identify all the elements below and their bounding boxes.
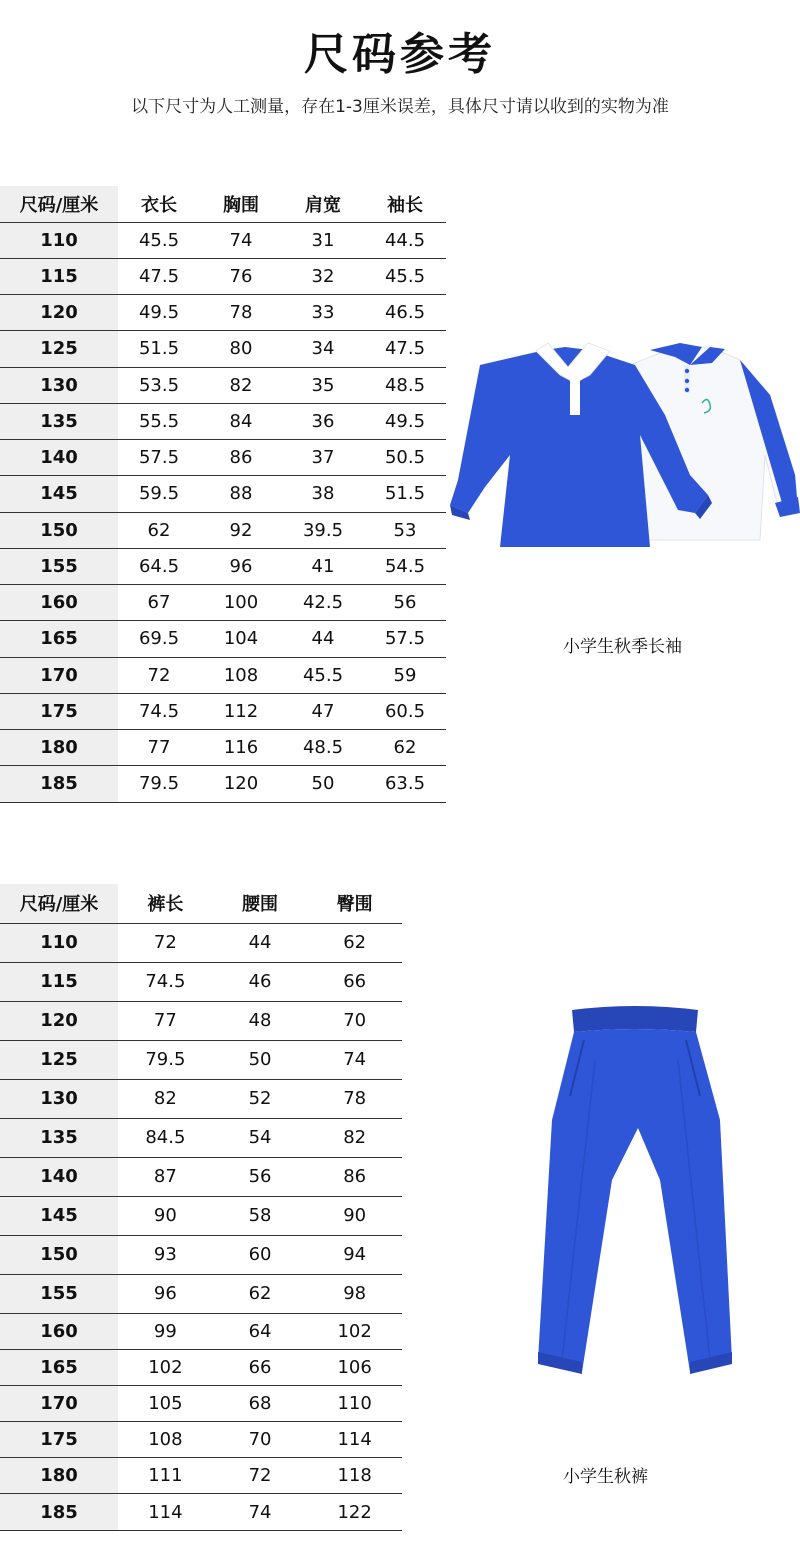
- measure-cell: 54: [213, 1118, 308, 1157]
- table-header-cell: 裤长: [118, 884, 213, 923]
- table-header-cell: 肩宽: [282, 186, 364, 222]
- measure-cell: 108: [200, 657, 282, 693]
- measure-cell: 50: [213, 1040, 308, 1079]
- measure-cell: 48.5: [364, 367, 446, 403]
- table-header-cell: 衣长: [118, 186, 200, 222]
- table-row: [0, 1458, 402, 1494]
- size-cell: 180: [0, 1458, 118, 1494]
- measure-cell: 74: [200, 222, 282, 258]
- measure-cell: 34: [282, 331, 364, 367]
- measure-cell: 49.5: [118, 295, 200, 331]
- measure-cell: 52: [213, 1079, 308, 1118]
- table-header-cell: 袖长: [364, 186, 446, 222]
- measure-cell: 53.5: [118, 367, 200, 403]
- measure-cell: 80: [200, 331, 282, 367]
- measure-cell: 53: [364, 512, 446, 548]
- measure-cell: 44: [282, 621, 364, 657]
- table-row: [0, 222, 446, 258]
- measure-cell: 64: [213, 1313, 308, 1349]
- long-sleeve-shirt-image: [440, 335, 800, 550]
- size-cell: 110: [0, 222, 118, 258]
- size-cell: 160: [0, 1313, 118, 1349]
- table-row: [0, 657, 446, 693]
- measure-cell: 54.5: [364, 548, 446, 584]
- size-cell: 165: [0, 621, 118, 657]
- table-row: [0, 1349, 402, 1385]
- size-cell: 165: [0, 1349, 118, 1385]
- measure-cell: 47.5: [364, 331, 446, 367]
- size-cell: 120: [0, 1001, 118, 1040]
- measure-cell: 63.5: [364, 766, 446, 802]
- measure-cell: 56: [213, 1157, 308, 1196]
- pants-shape: [538, 1006, 732, 1374]
- measure-cell: 50.5: [364, 440, 446, 476]
- measure-cell: 70: [307, 1001, 402, 1040]
- measure-cell: 99: [118, 1313, 213, 1349]
- measure-cell: 37: [282, 440, 364, 476]
- measure-cell: 94: [307, 1235, 402, 1274]
- measure-cell: 62: [213, 1274, 308, 1313]
- measure-cell: 116: [200, 730, 282, 766]
- measure-cell: 82: [118, 1079, 213, 1118]
- measure-cell: 66: [213, 1349, 308, 1385]
- table-header-row: [0, 884, 402, 923]
- table-row: [0, 1079, 402, 1118]
- table-row: [0, 1118, 402, 1157]
- measure-cell: 60: [213, 1235, 308, 1274]
- size-cell: 180: [0, 730, 118, 766]
- measure-cell: 82: [200, 367, 282, 403]
- measure-cell: 108: [118, 1422, 213, 1458]
- measure-cell: 35: [282, 367, 364, 403]
- measure-cell: 42.5: [282, 585, 364, 621]
- measure-cell: 57.5: [118, 440, 200, 476]
- bottom-size-table: [0, 884, 402, 1531]
- table-row: [0, 476, 446, 512]
- size-cell: 145: [0, 476, 118, 512]
- measure-cell: 72: [118, 923, 213, 962]
- table-header-cell: 尺码/厘米: [0, 884, 118, 923]
- table-row: [0, 766, 446, 802]
- measure-cell: 59.5: [118, 476, 200, 512]
- table-row: [0, 1385, 402, 1421]
- measure-cell: 100: [200, 585, 282, 621]
- table-row: [0, 548, 446, 584]
- table-row: [0, 367, 446, 403]
- table-row: [0, 585, 446, 621]
- measure-cell: 55.5: [118, 403, 200, 439]
- size-cell: 150: [0, 1235, 118, 1274]
- measure-cell: 68: [213, 1385, 308, 1421]
- measure-cell: 118: [307, 1458, 402, 1494]
- measure-cell: 45.5: [364, 258, 446, 294]
- measure-cell: 112: [200, 693, 282, 729]
- measure-cell: 78: [307, 1079, 402, 1118]
- size-cell: 175: [0, 693, 118, 729]
- measure-cell: 92: [200, 512, 282, 548]
- measure-cell: 87: [118, 1157, 213, 1196]
- measure-cell: 84: [200, 403, 282, 439]
- measure-cell: 47.5: [118, 258, 200, 294]
- measure-cell: 90: [307, 1196, 402, 1235]
- table-header-cell: 臀围: [307, 884, 402, 923]
- table-row: [0, 440, 446, 476]
- table-row: [0, 1196, 402, 1235]
- table-row: [0, 923, 402, 962]
- table-header-cell: 腰围: [213, 884, 308, 923]
- measure-cell: 38: [282, 476, 364, 512]
- measure-cell: 74: [307, 1040, 402, 1079]
- measure-cell: 110: [307, 1385, 402, 1421]
- measure-cell: 45.5: [282, 657, 364, 693]
- size-cell: 185: [0, 1494, 118, 1530]
- size-cell: 125: [0, 331, 118, 367]
- table-row: [0, 1313, 402, 1349]
- size-cell: 130: [0, 1079, 118, 1118]
- measure-cell: 48: [213, 1001, 308, 1040]
- size-cell: 185: [0, 766, 118, 802]
- measure-cell: 45.5: [118, 222, 200, 258]
- measure-cell: 102: [118, 1349, 213, 1385]
- size-cell: 155: [0, 548, 118, 584]
- shirt-caption: 小学生秋季长袖: [563, 637, 682, 657]
- measure-cell: 50: [282, 766, 364, 802]
- measure-cell: 88: [200, 476, 282, 512]
- measure-cell: 32: [282, 258, 364, 294]
- measure-cell: 64.5: [118, 548, 200, 584]
- measure-cell: 96: [200, 548, 282, 584]
- measure-cell: 59: [364, 657, 446, 693]
- size-cell: 135: [0, 403, 118, 439]
- measure-cell: 111: [118, 1458, 213, 1494]
- table-row: [0, 962, 402, 1001]
- size-cell: 155: [0, 1274, 118, 1313]
- table-row: [0, 1157, 402, 1196]
- measure-cell: 74: [213, 1494, 308, 1530]
- measure-cell: 78: [200, 295, 282, 331]
- measure-cell: 105: [118, 1385, 213, 1421]
- measure-cell: 49.5: [364, 403, 446, 439]
- measure-cell: 48.5: [282, 730, 364, 766]
- table-row: [0, 1040, 402, 1079]
- table-row: [0, 621, 446, 657]
- size-cell: 115: [0, 962, 118, 1001]
- table-row: [0, 693, 446, 729]
- measure-cell: 74.5: [118, 693, 200, 729]
- measure-cell: 79.5: [118, 766, 200, 802]
- measure-cell: 120: [200, 766, 282, 802]
- measure-cell: 51.5: [364, 476, 446, 512]
- measure-cell: 82: [307, 1118, 402, 1157]
- measure-cell: 58: [213, 1196, 308, 1235]
- measure-cell: 86: [200, 440, 282, 476]
- table-row: [0, 730, 446, 766]
- size-cell: 160: [0, 585, 118, 621]
- measure-cell: 47: [282, 693, 364, 729]
- measure-cell: 84.5: [118, 1118, 213, 1157]
- size-cell: 120: [0, 295, 118, 331]
- page-subtitle: 以下尺寸为人工测量，存在1-3厘米误差，具体尺寸请以收到的实物为准: [131, 97, 669, 117]
- measure-cell: 76: [200, 258, 282, 294]
- measure-cell: 79.5: [118, 1040, 213, 1079]
- pants-caption: 小学生秋裤: [563, 1467, 648, 1487]
- size-cell: 150: [0, 512, 118, 548]
- measure-cell: 31: [282, 222, 364, 258]
- table-row: [0, 1494, 402, 1530]
- measure-cell: 72: [118, 657, 200, 693]
- table-row: [0, 1422, 402, 1458]
- measure-cell: 106: [307, 1349, 402, 1385]
- table-row: [0, 1001, 402, 1040]
- measure-cell: 90: [118, 1196, 213, 1235]
- measure-cell: 44.5: [364, 222, 446, 258]
- measure-cell: 67: [118, 585, 200, 621]
- measure-cell: 70: [213, 1422, 308, 1458]
- measure-cell: 69.5: [118, 621, 200, 657]
- page-title: 尺码参考: [304, 29, 496, 80]
- measure-cell: 102: [307, 1313, 402, 1349]
- measure-cell: 86: [307, 1157, 402, 1196]
- measure-cell: 122: [307, 1494, 402, 1530]
- table-row: [0, 1235, 402, 1274]
- measure-cell: 62: [118, 512, 200, 548]
- measure-cell: 74.5: [118, 962, 213, 1001]
- measure-cell: 114: [118, 1494, 213, 1530]
- size-cell: 125: [0, 1040, 118, 1079]
- table-header-cell: 胸围: [200, 186, 282, 222]
- measure-cell: 93: [118, 1235, 213, 1274]
- size-cell: 140: [0, 1157, 118, 1196]
- size-cell: 110: [0, 923, 118, 962]
- table-row: [0, 512, 446, 548]
- size-cell: 145: [0, 1196, 118, 1235]
- top-size-table: [0, 186, 446, 803]
- measure-cell: 46.5: [364, 295, 446, 331]
- measure-cell: 44: [213, 923, 308, 962]
- measure-cell: 77: [118, 730, 200, 766]
- measure-cell: 62: [364, 730, 446, 766]
- measure-cell: 51.5: [118, 331, 200, 367]
- measure-cell: 56: [364, 585, 446, 621]
- table-row: [0, 295, 446, 331]
- table-row: [0, 258, 446, 294]
- size-cell: 130: [0, 367, 118, 403]
- measure-cell: 57.5: [364, 621, 446, 657]
- measure-cell: 98: [307, 1274, 402, 1313]
- size-cell: 140: [0, 440, 118, 476]
- measure-cell: 77: [118, 1001, 213, 1040]
- pants-image: [520, 1000, 750, 1380]
- table-row: [0, 1274, 402, 1313]
- size-cell: 170: [0, 657, 118, 693]
- table-row: [0, 331, 446, 367]
- measure-cell: 96: [118, 1274, 213, 1313]
- measure-cell: 114: [307, 1422, 402, 1458]
- measure-cell: 66: [307, 962, 402, 1001]
- table-header-row: [0, 186, 446, 222]
- measure-cell: 62: [307, 923, 402, 962]
- table-header-cell: 尺码/厘米: [0, 186, 118, 222]
- size-cell: 135: [0, 1118, 118, 1157]
- measure-cell: 33: [282, 295, 364, 331]
- measure-cell: 46: [213, 962, 308, 1001]
- measure-cell: 60.5: [364, 693, 446, 729]
- measure-cell: 36: [282, 403, 364, 439]
- measure-cell: 39.5: [282, 512, 364, 548]
- measure-cell: 41: [282, 548, 364, 584]
- size-cell: 115: [0, 258, 118, 294]
- measure-cell: 104: [200, 621, 282, 657]
- measure-cell: 72: [213, 1458, 308, 1494]
- table-row: [0, 403, 446, 439]
- size-cell: 175: [0, 1422, 118, 1458]
- size-cell: 170: [0, 1385, 118, 1421]
